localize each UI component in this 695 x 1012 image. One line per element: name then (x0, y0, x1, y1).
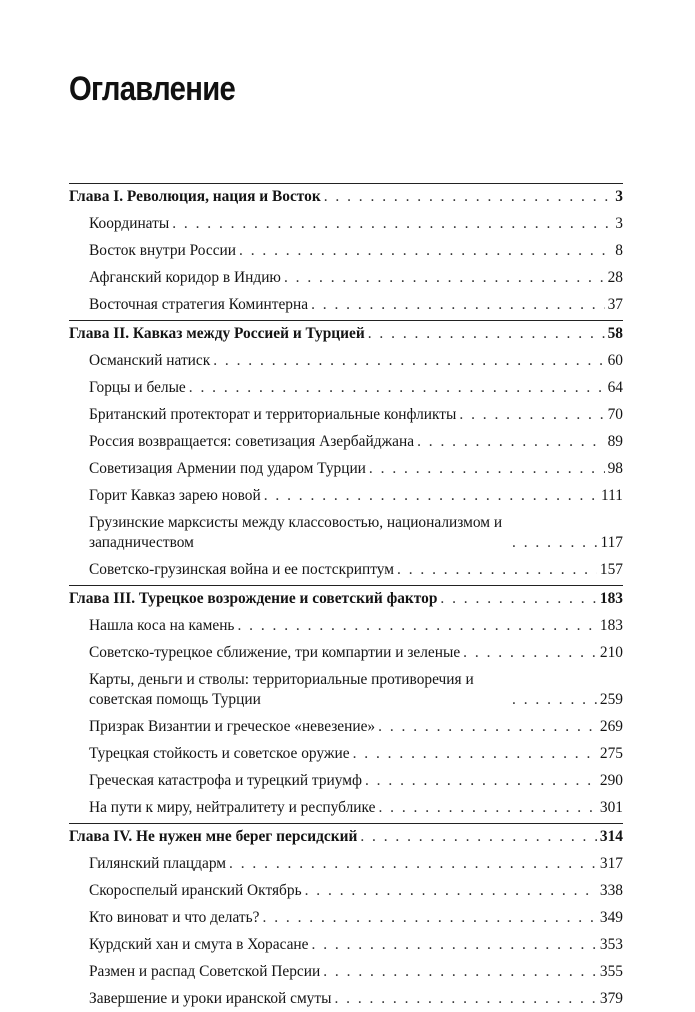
toc-section-entry-title: Призрак Византии и греческое «невезение» (89, 718, 376, 735)
toc-section-entry-title: Советско-турецкое сближение, три компартии и зеленые (89, 644, 461, 661)
dot-leader (229, 854, 597, 874)
page-number: 117 (600, 534, 623, 551)
dot-leader (512, 690, 597, 710)
page-number: 183 (599, 617, 623, 634)
page-number: 70 (607, 406, 623, 423)
dot-leader (397, 560, 597, 580)
toc-section-entry-title: Турецкая стойкость и советское оружие (89, 745, 350, 762)
page-number: 183 (599, 590, 623, 607)
toc-section-entry[interactable] (69, 931, 623, 958)
toc-section-entry-title: Османский натиск (89, 352, 211, 369)
page-number: 3 (615, 215, 623, 232)
chapter-block (69, 585, 623, 821)
toc-section-entry[interactable] (69, 347, 623, 374)
table-of-contents (69, 183, 623, 1012)
toc-section-entry-title: Греческая катастрофа и турецкий триумф (89, 772, 362, 789)
toc-section-entry[interactable] (69, 401, 623, 428)
toc-section-entry-title: Восточная стратегия Коминтерна (89, 296, 309, 313)
toc-section-entry[interactable] (69, 482, 623, 509)
toc-section-entry[interactable] (69, 291, 623, 318)
page-number: 210 (599, 644, 623, 661)
dot-leader (189, 378, 605, 398)
dot-leader (172, 214, 612, 234)
toc-section-entry[interactable] (69, 767, 623, 794)
toc-chapter-entry[interactable] (69, 184, 623, 210)
toc-section-entry[interactable] (69, 509, 623, 556)
toc-section-entry-title: Россия возвращается: советизация Азербайджана (89, 433, 415, 450)
page-number: 111 (601, 487, 623, 504)
page-number: 37 (607, 296, 623, 313)
toc-chapter-entry[interactable] (69, 824, 623, 850)
page-number: 353 (599, 936, 623, 953)
dot-leader (378, 717, 597, 737)
toc-section-entry[interactable] (69, 210, 623, 237)
page-number: 290 (599, 772, 623, 789)
toc-section-entry-title: Карты, деньги и стволы: территориальные противоречия и советская помощь Турции (89, 671, 474, 708)
chapter-block (69, 320, 623, 583)
dot-leader (305, 881, 597, 901)
toc-chapter-entry-title: Глава IV. Не нужен мне берег персидский (69, 828, 358, 845)
chapter-block (69, 823, 623, 1012)
dot-leader (440, 589, 597, 609)
toc-section-entry-title: Гилянский плацдарм (89, 855, 227, 872)
page-number: 89 (607, 433, 623, 450)
toc-section-entry[interactable] (69, 374, 623, 401)
toc-section-entry[interactable] (69, 428, 623, 455)
dot-leader (353, 744, 597, 764)
dot-leader (323, 962, 597, 982)
dot-leader (264, 486, 598, 506)
toc-section-entry-title: Кто виноват и что делать? (89, 909, 260, 926)
toc-section-entry-title: Советско-грузинская война и ее постскриптум (89, 561, 395, 578)
toc-section-entry-title: Скороспелый иранский Октябрь (89, 882, 302, 899)
toc-section-entry-title: Афганский коридор в Индию (89, 269, 281, 286)
toc-section-entry[interactable] (69, 958, 623, 985)
dot-leader (237, 616, 596, 636)
dot-leader (512, 533, 597, 553)
toc-section-entry[interactable] (69, 455, 623, 482)
dot-leader (263, 908, 597, 928)
dot-leader (417, 432, 605, 452)
chapter-block (69, 183, 623, 318)
page-number: 98 (607, 460, 623, 477)
page-title: Оглавление (69, 70, 236, 108)
dot-leader (365, 771, 597, 791)
page-number: 28 (607, 269, 623, 286)
page-number: 8 (615, 242, 623, 259)
toc-section-entry-title: Курдский хан и смута в Хорасане (89, 936, 309, 953)
toc-section-entry[interactable] (69, 985, 623, 1012)
page-number: 3 (615, 188, 623, 205)
toc-section-entry[interactable] (69, 877, 623, 904)
toc-section-entry-title: Завершение и уроки иранской смуты (89, 990, 332, 1007)
dot-leader (463, 643, 597, 663)
dot-leader (239, 241, 612, 261)
dot-leader (311, 295, 605, 315)
toc-section-entry-title: Грузинские марксисты между классовостью, национализмом и западничеством (89, 514, 503, 551)
page-number: 379 (599, 990, 623, 1007)
dot-leader (360, 827, 597, 847)
page-number: 301 (599, 799, 623, 816)
toc-section-entry-title: Британский протекторат и территориальные конфликты (89, 406, 457, 423)
toc-section-entry[interactable] (69, 264, 623, 291)
page-number: 64 (607, 379, 623, 396)
toc-chapter-entry-title: Глава II. Кавказ между Россией и Турцией (69, 325, 365, 342)
dot-leader (369, 459, 605, 479)
toc-section-entry[interactable] (69, 740, 623, 767)
toc-section-entry[interactable] (69, 904, 623, 931)
toc-section-entry[interactable] (69, 237, 623, 264)
toc-section-entry-title: Восток внутри России (89, 242, 237, 259)
toc-chapter-entry[interactable] (69, 321, 623, 347)
page-number: 314 (599, 828, 623, 845)
page-number: 275 (599, 745, 623, 762)
toc-chapter-entry-title: Глава III. Турецкое возрождение и советский фактор (69, 590, 438, 607)
dot-leader (324, 187, 613, 207)
page-number: 269 (599, 718, 623, 735)
toc-section-entry[interactable] (69, 666, 623, 713)
dot-leader (378, 798, 596, 818)
dot-leader (334, 989, 596, 1009)
toc-section-entry[interactable] (69, 850, 623, 877)
toc-section-entry-title: На пути к миру, нейтралитету и республике (89, 799, 376, 816)
page-number: 355 (599, 963, 623, 980)
toc-section-entry[interactable] (69, 612, 623, 639)
dot-leader (284, 268, 605, 288)
toc-chapter-entry-title: Глава I. Революция, нация и Восток (69, 188, 321, 205)
toc-section-entry-title: Советизация Армении под ударом Турции (89, 460, 366, 477)
page-number: 58 (607, 325, 623, 342)
toc-section-entry[interactable] (69, 713, 623, 740)
dot-leader (459, 405, 604, 425)
toc-section-entry-title: Горит Кавказ зарею новой (89, 487, 261, 504)
toc-section-entry[interactable] (69, 639, 623, 666)
dot-leader (312, 935, 597, 955)
toc-chapter-entry[interactable] (69, 586, 623, 612)
dot-leader (368, 324, 605, 344)
page-number: 259 (599, 691, 623, 708)
page-number: 338 (599, 882, 623, 899)
toc-section-entry-title: Размен и распад Советской Персии (89, 963, 321, 980)
page-number: 317 (599, 855, 623, 872)
page-number: 157 (599, 561, 623, 578)
toc-section-entry-title: Координаты (89, 215, 170, 232)
toc-section-entry-title: Нашла коса на камень (89, 617, 235, 634)
page-number: 60 (607, 352, 623, 369)
page-number: 349 (599, 909, 623, 926)
toc-section-entry[interactable] (69, 556, 623, 583)
toc-section-entry-title: Горцы и белые (89, 379, 186, 396)
dot-leader (213, 351, 604, 371)
toc-section-entry[interactable] (69, 794, 623, 821)
